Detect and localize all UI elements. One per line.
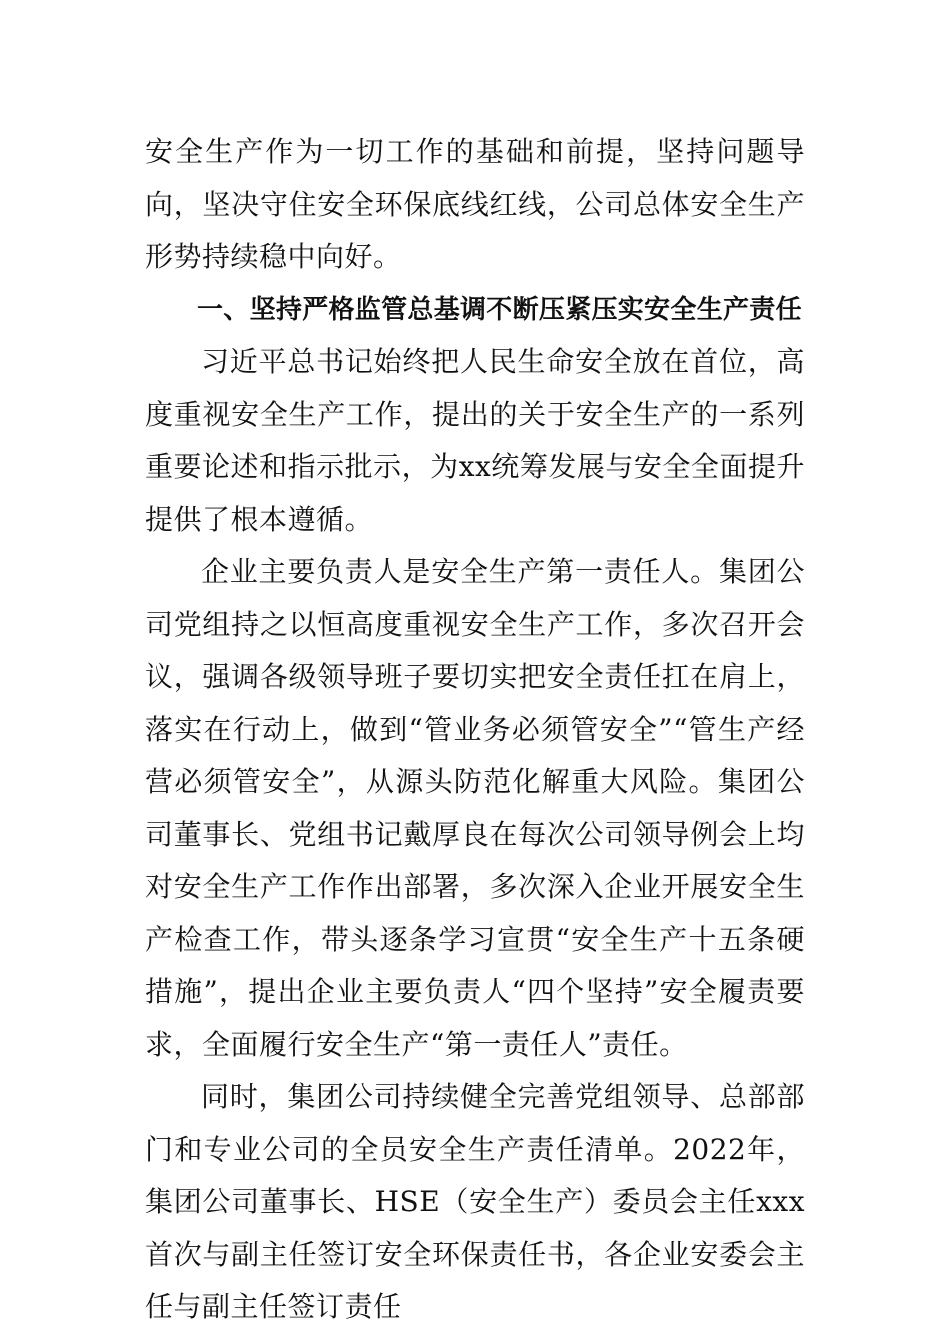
paragraph-responsibility: 企业主要负责人是安全生产第一责任人。集团公司党组持之以恒高度重视安全生产工作，多次召开会议，强调各级领导班子要切实把安全责任扛在肩上，落实在行动上，做到“管业务必须管安全”“管生产经营必须管安全”，从源头防范化解重大风险。集团公司董事长、党组书记戴厚良在每次公司领导例会上均对安全生产工作作出部署，多次深入企业开展安全生产检查工作，带头逐条学习宣贯“安全生产十五条硬措施”，提出企业主要负责人“四个坚持”安全履责要求，全面履行安全生产“第一责任人”责任。 (145, 555, 805, 1061)
paragraph-responsibility-list: 同时，集团公司持续健全完善党组领导、总部部门和专业公司的全员安全生产责任清单。2022年，集团公司董事长、HSE（安全生产）委员会主任xxx首次与副主任签订安全环保责任书，各企业安委会主任与副主任签订责任 (145, 1080, 805, 1323)
document-body (145, 126, 805, 1334)
section-heading: 一、坚持严格监管总基调不断压紧压实安全生产责任 (197, 294, 802, 325)
paragraph-intro: 习近平总书记始终把人民生命安全放在首位，高度重视安全生产工作，提出的关于安全生产的一系列重要论述和指示批示，为xx统筹发展与安全全面提升提供了根本遵循。 (145, 345, 805, 536)
paragraph-continuation: 安全生产作为一切工作的基础和前提，坚持问题导向，坚决守住安全环保底线红线，公司总体安全生产形势持续稳中向好。 (145, 135, 805, 273)
